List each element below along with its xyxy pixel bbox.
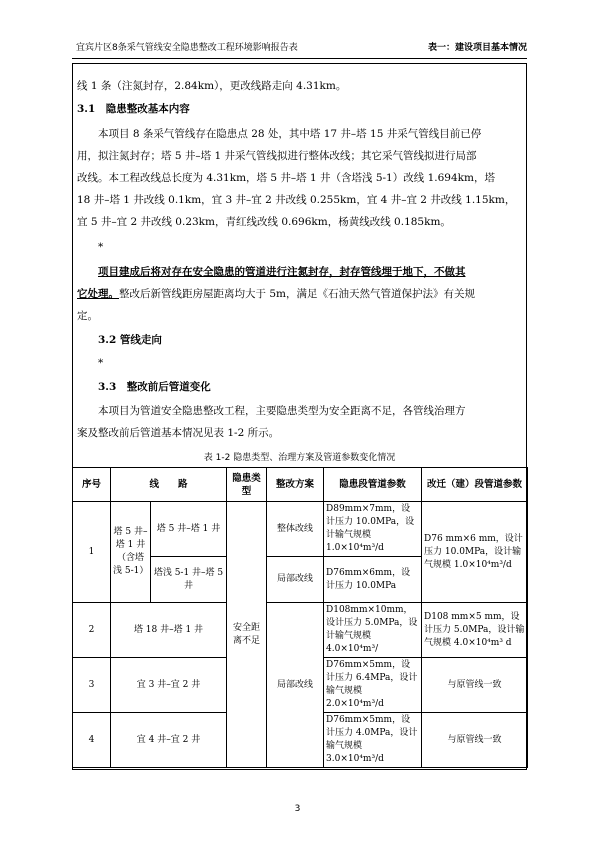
para2-underlined-end: 它处理。 bbox=[77, 288, 119, 300]
section-3-2-heading: 3.2 管线走向 bbox=[98, 334, 162, 346]
cell-new-2: D108 mm×5 mm，设计压力 5.0MPa，设计输气规模 4.0×10⁴m³ d bbox=[422, 603, 528, 658]
page-header bbox=[72, 40, 527, 59]
placeholder-star-2: * bbox=[98, 357, 104, 369]
para2-line3: 定。 bbox=[77, 310, 98, 322]
cell-new-3: 与原管线一致 bbox=[422, 658, 528, 713]
cell-no-2: 2 bbox=[73, 603, 111, 658]
table-header-row bbox=[73, 468, 528, 502]
cell-no-3: 3 bbox=[73, 658, 111, 713]
cell-plan-1b: 局部改线 bbox=[267, 557, 324, 603]
table-caption: 表 1-2 隐患类型、治理方案及管道参数变化情况 bbox=[203, 453, 396, 463]
intro-line: 线 1 条（注氮封存，2.84km），更改线路走向 4.31km。 bbox=[77, 80, 347, 92]
para3-line1: 本项目为管道安全隐患整改工程，主要隐患类型为安全距离不足，各管线治理方 bbox=[98, 405, 466, 417]
cell-plan-merged: 局部改线 bbox=[267, 603, 324, 768]
para1-line2: 用，拟注氮封存；塔 5 井–塔 1 井采气管线拟进行整体改线；其它采气管线拟进行局部 bbox=[77, 150, 477, 162]
section-3-1-heading: 3.1 隐患整改基本内容 bbox=[77, 103, 190, 115]
cell-plan-1a: 整体改线 bbox=[267, 502, 324, 557]
cell-param-1b: D76mm×6mm，设计压力 10.0MPa bbox=[324, 557, 422, 603]
table-row bbox=[73, 603, 528, 658]
cell-segment-1b: 塔浅 5-1 井–塔 5 井 bbox=[151, 557, 227, 603]
para2-line2 bbox=[77, 287, 475, 301]
placeholder-star-1: * bbox=[98, 241, 104, 253]
cell-line-4: 宜 4 井–宜 2 井 bbox=[111, 713, 227, 768]
header-report-title: 宜宾片区8条采气管线安全隐患整改工程环境影响报告表 bbox=[76, 43, 298, 53]
cell-line-2: 塔 18 井–塔 1 井 bbox=[111, 603, 227, 658]
para1-line4: 18 井–塔 1 井改线 0.1km，宜 3 井–宜 2 井改线 0.255km，宜 4 井–宜 2 井改线 1.15km， bbox=[77, 194, 516, 206]
cell-new-1: D76 mm×6 mm，设计压力 10.0MPa，设计输气规模 1.0×10⁴m³/d bbox=[422, 502, 528, 603]
header-route: 线 路 bbox=[111, 468, 227, 502]
cell-param-3: D76mm×5mm，设计压力 6.4MPa，设计输气规模 2.0×10⁴m³/d bbox=[324, 658, 422, 713]
cell-param-1a: D89mm×7mm，设计压力 10.0MPa，设计输气规模 1.0×10⁴m³/d bbox=[324, 502, 422, 557]
header-new-params: 改迁（建）段管道参数 bbox=[422, 468, 528, 502]
cell-hazard-type-merged: 安全距离不足 bbox=[227, 502, 267, 768]
para1-line1: 本项目 8 条采气管线存在隐患点 28 处，其中塔 17 井–塔 15 井采气管线目前已停 bbox=[98, 128, 482, 140]
para2-line1: 项目建成后将对存在安全隐患的管道进行注氮封存，封存管线埋于地下，不做其 bbox=[98, 266, 466, 278]
header-plan: 整改方案 bbox=[267, 468, 324, 502]
page-number: 3 bbox=[294, 804, 301, 814]
header-no: 序号 bbox=[73, 468, 111, 502]
cell-line-1: 塔 5 井–塔 1 井（含塔浅 5-1） bbox=[111, 502, 151, 603]
cell-no-4: 4 bbox=[73, 713, 111, 768]
section-3-3-heading: 3.3 整改前后管道变化 bbox=[98, 381, 211, 393]
table-row bbox=[73, 502, 528, 557]
header-section-title: 表一：建设项目基本情况 bbox=[427, 43, 527, 53]
para1-line3: 改线。本工程改线总长度为 4.31km，塔 5 井–塔 1 井（含塔浅 5-1）改线 1.694km，塔 bbox=[77, 172, 495, 184]
cell-new-4: 与原管线一致 bbox=[422, 713, 528, 768]
cell-param-4: D76mm×5mm，设计压力 4.0MPa，设计输气规模 3.0×10⁴m³/d bbox=[324, 713, 422, 768]
cell-segment-1a: 塔 5 井–塔 1 井 bbox=[151, 502, 227, 557]
para1-line5: 宜 5 井–宜 2 井改线 0.23km，青红线改线 0.696km，杨黄线改线 0.185km。 bbox=[77, 216, 451, 228]
header-hazard-params: 隐患段管道参数 bbox=[324, 468, 422, 502]
header-hazard-type: 隐患类型 bbox=[227, 468, 267, 502]
pipeline-change-table bbox=[72, 467, 528, 768]
cell-no-1: 1 bbox=[73, 502, 111, 603]
cell-line-3: 宜 3 井–宜 2 井 bbox=[111, 658, 227, 713]
para3-line2: 案及整改前后管道基本情况见表 1-2 所示。 bbox=[77, 427, 280, 439]
cell-param-2: D108mm×10mm，设计压力 5.0MPa，设计输气规模 4.0×10⁴m³/ bbox=[324, 603, 422, 658]
para2-rest: 整改后新管线距房屋距离均大于 5m，满足《石油天然气管道保护法》有关规 bbox=[119, 288, 475, 300]
